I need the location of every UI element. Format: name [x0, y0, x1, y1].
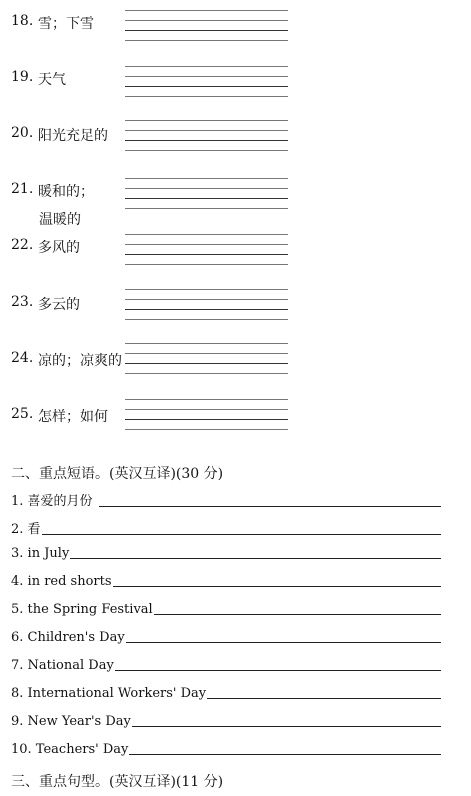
phrase-text: 8. International Workers' Day [11, 686, 207, 701]
answer-blank[interactable] [132, 726, 441, 727]
answer-blank[interactable] [113, 586, 441, 587]
vocab-item [0, 64, 300, 104]
vocab-item [0, 401, 300, 441]
phrase-row [11, 714, 441, 729]
vocab-word: 怎样；如何 [38, 409, 108, 425]
phrase-text: 6. Children's Day [11, 630, 125, 645]
vocab-word: 凉的；凉爽的 [38, 353, 122, 369]
vocab-number: 19. [11, 69, 34, 85]
vocab-word: 多风的 [38, 240, 80, 256]
phrase-text: 2. 看 [11, 522, 41, 537]
phrase-row [11, 742, 441, 757]
vocab-word: 雪；下雪 [38, 16, 94, 32]
answer-blank[interactable] [70, 558, 441, 559]
answer-blank[interactable] [99, 506, 441, 507]
phrase-row [11, 574, 441, 589]
answer-blank[interactable] [154, 614, 441, 615]
vocab-word: 阳光充足的 [38, 128, 108, 144]
answer-blank[interactable] [115, 670, 441, 671]
vocab-item [0, 289, 300, 329]
phrase-text: 1. 喜爱的月份 [11, 494, 93, 509]
phrase-text: 3. in July [11, 546, 70, 561]
phrase-text: 4. in red shorts [11, 574, 112, 589]
vocab-number: 25. [11, 406, 34, 422]
vocab-word-continued: 温暖的 [39, 212, 81, 228]
answer-blank[interactable] [126, 642, 441, 643]
phrase-text: 10. Teachers' Day [11, 742, 129, 757]
phrase-row [11, 546, 441, 561]
vocab-word: 暖和的； [38, 184, 94, 200]
phrase-row [11, 490, 441, 509]
vocab-number: 24. [11, 350, 34, 366]
phrase-text: 9. New Year's Day [11, 714, 131, 729]
vocab-word: 天气 [38, 72, 66, 88]
answer-blank[interactable] [129, 754, 441, 755]
phrase-row [11, 602, 441, 617]
phrase-row [11, 630, 441, 645]
vocab-item [0, 176, 300, 232]
section-three-title: 三、重点句型。(英汉互译)(11 分) [11, 774, 224, 790]
phrase-row [11, 686, 441, 701]
vocab-number: 22. [11, 237, 34, 253]
vocab-number: 23. [11, 294, 34, 310]
vocab-number: 21. [11, 181, 34, 197]
phrase-row [11, 658, 441, 673]
vocab-item [0, 8, 300, 48]
answer-blank[interactable] [42, 534, 441, 535]
answer-blank[interactable] [207, 698, 441, 699]
section-two-title: 二、重点短语。(英汉互译)(30 分) [11, 466, 224, 482]
vocab-number: 20. [11, 125, 34, 141]
vocab-item [0, 232, 300, 272]
vocab-number: 18. [11, 13, 34, 29]
phrase-text: 7. National Day [11, 658, 114, 673]
phrase-row [11, 518, 441, 537]
phrase-text: 5. the Spring Festival [11, 602, 153, 617]
vocab-item [0, 345, 300, 385]
vocab-item [0, 120, 300, 160]
vocab-word: 多云的 [38, 297, 80, 313]
